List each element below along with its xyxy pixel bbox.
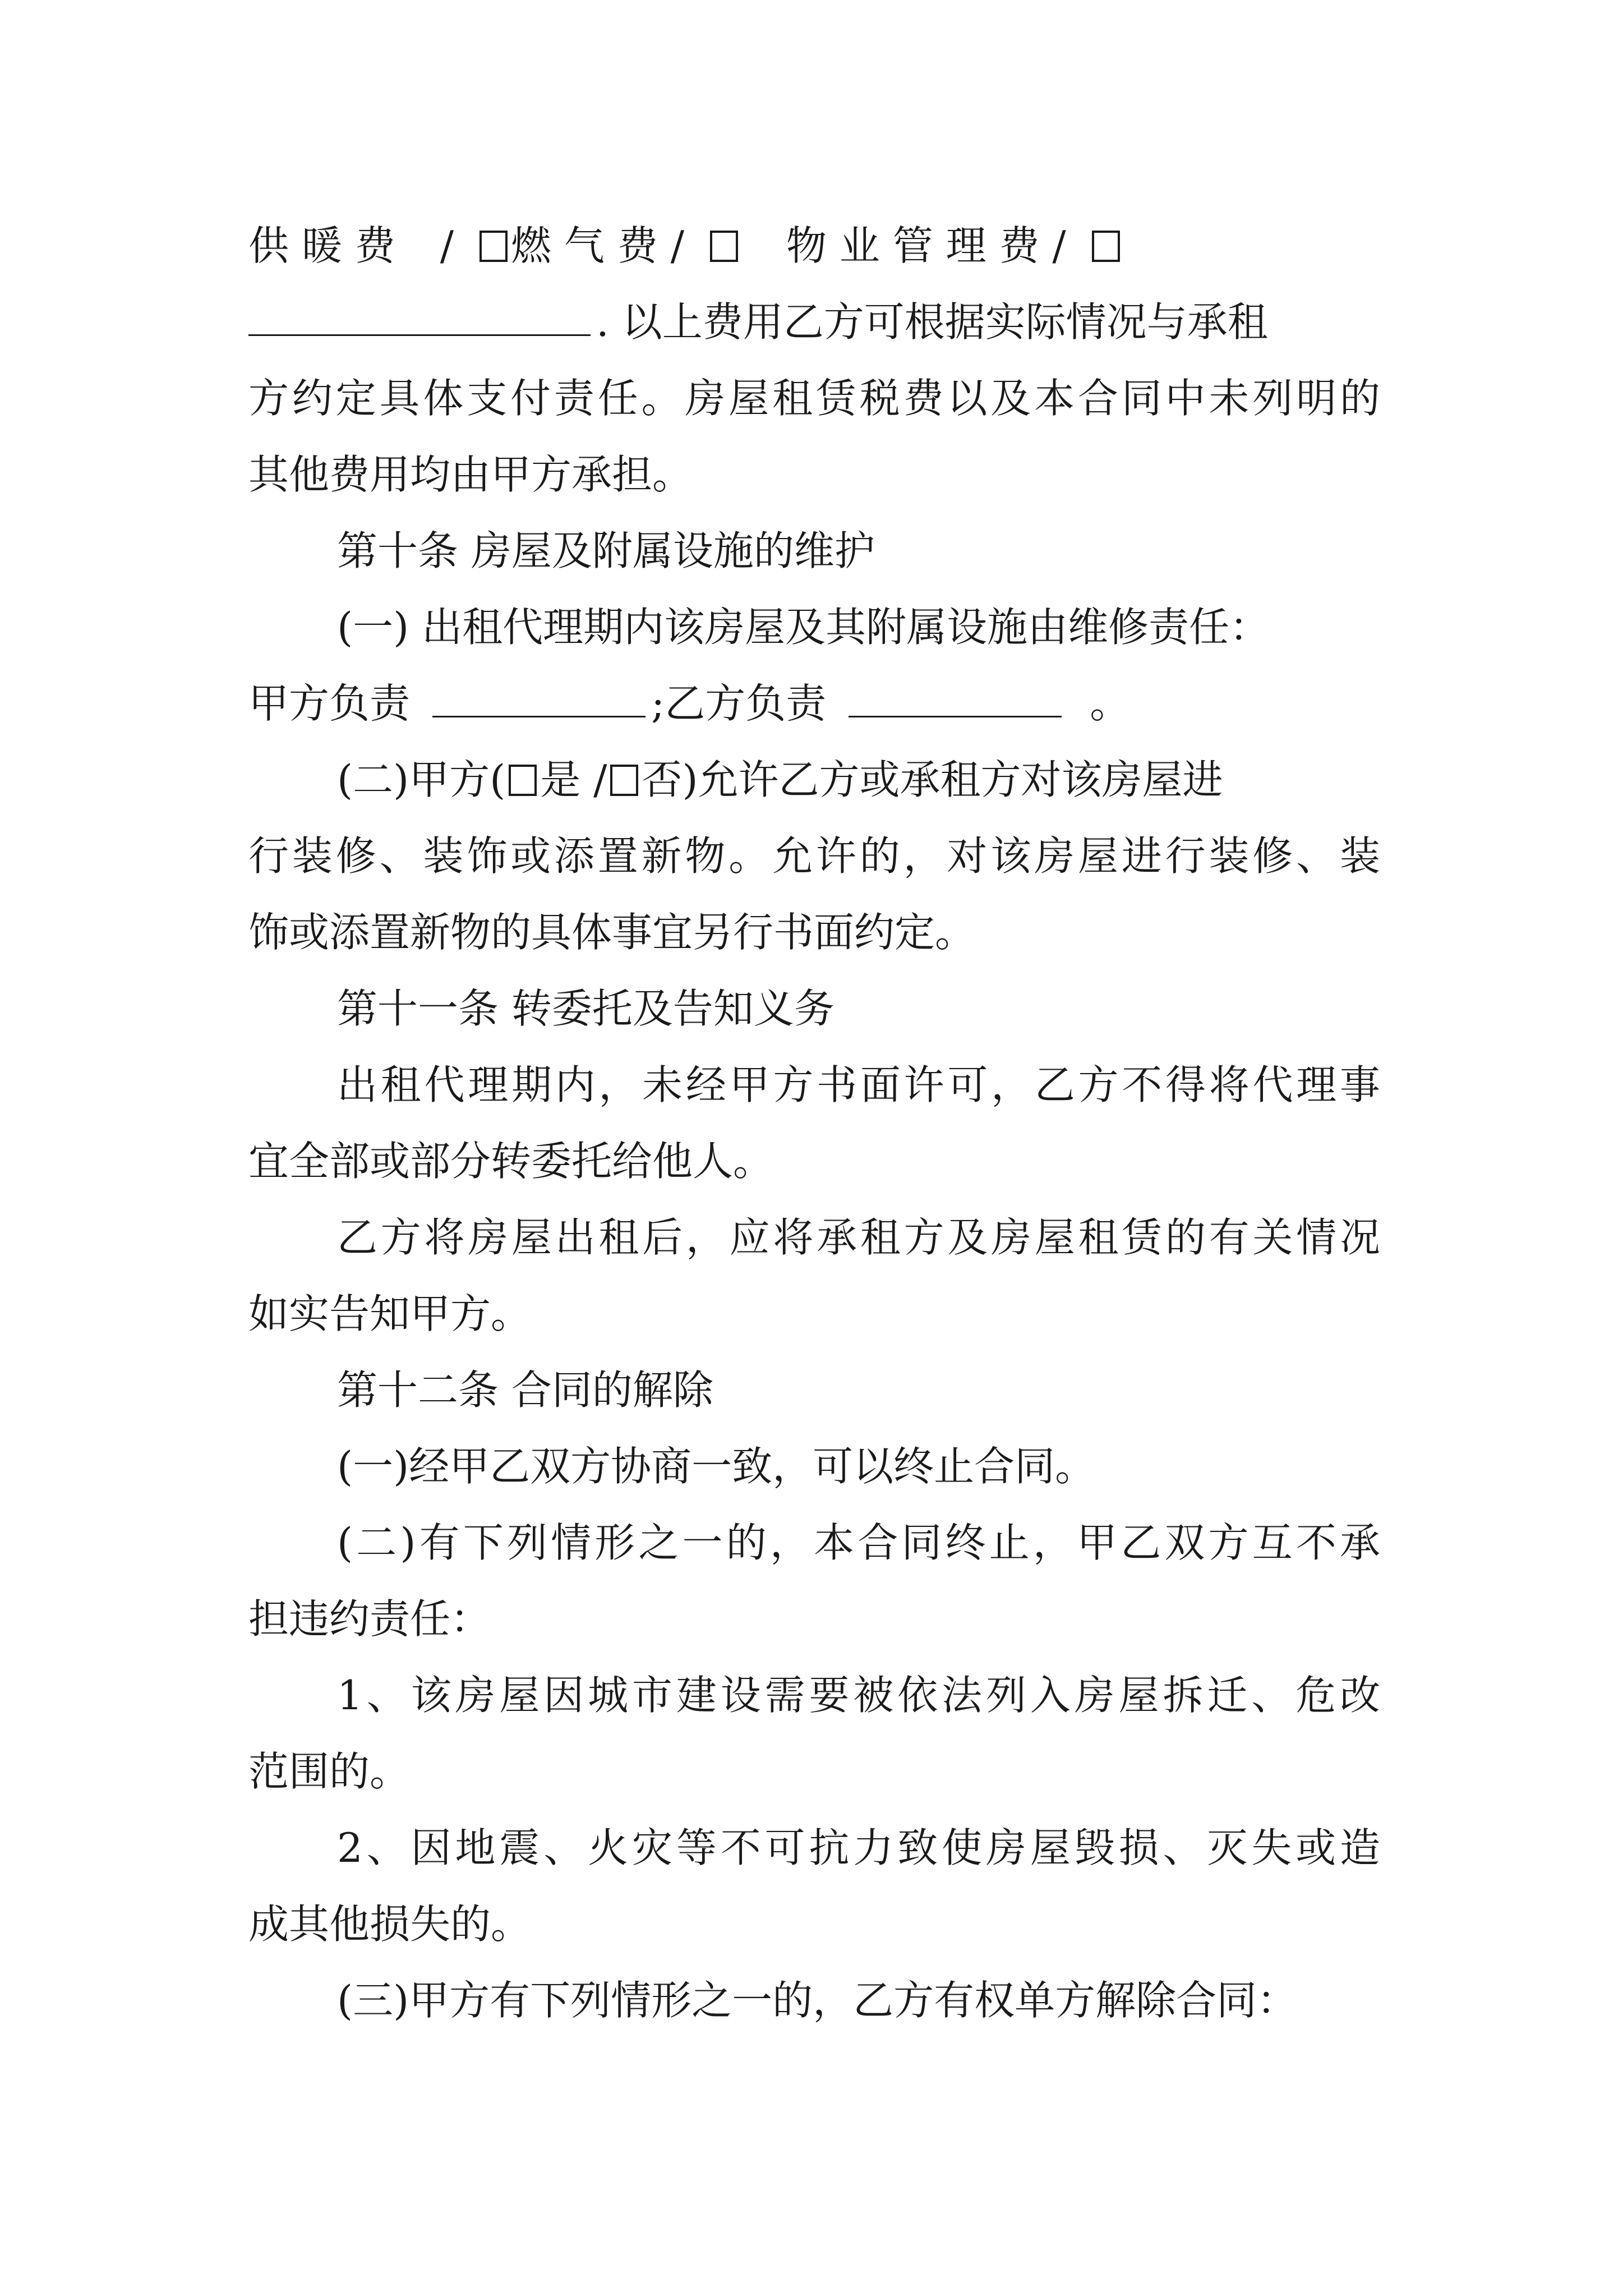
article-10-paragraph-2 [248, 742, 1380, 818]
article-12-paragraph-1: (一)经甲乙双方协商一致，可以终止合同。 [337, 1443, 1096, 1490]
article-12-paragraph-2: (二)有下列情形之一的，本合同终止，甲乙双方互不承 [337, 1519, 1380, 1566]
checkbox-allow-no[interactable] [610, 765, 638, 796]
paragraph-2-text-b: 否)允许乙方或承租方对该房屋进 [642, 756, 1223, 803]
article-10-title: 第十条 房屋及附属设施的维护 [337, 527, 875, 574]
checkbox-allow-yes[interactable] [509, 765, 537, 796]
fees-line-4: 其他费用均由甲方承担。 [248, 451, 693, 498]
paragraph-2-text-a: (二)甲方( [337, 756, 506, 803]
heating-fee-label: 供 暖 费 [248, 222, 395, 269]
article-12-item-2: 2、因地震、火灾等不可抗力致使房屋毁损、灭失或造 [337, 1824, 1380, 1871]
article-11-paragraph-1: 出租代理期内，未经甲方书面许可，乙方不得将代理事 [337, 1061, 1380, 1108]
article-12-item-1-cont: 范围的。 [248, 1748, 411, 1795]
checkbox-property-fee[interactable] [710, 231, 738, 262]
article-12-item-2-cont: 成其他损失的。 [248, 1901, 532, 1948]
period-mark: 。 [1090, 680, 1131, 727]
article-10-paragraph-2-end: 饰或添置新物的具体事宜另行书面约定。 [248, 909, 976, 956]
party-b-responsible-blank[interactable] [849, 678, 1062, 717]
article-10-paragraph-2-cont: 行装修、装饰或添置新物。允许的，对该房屋进行装修、装 [248, 832, 1380, 880]
fees-line-2 [248, 284, 1380, 360]
fees-line-1 [248, 208, 1380, 284]
article-12-title: 第十二条 合同的解除 [337, 1366, 713, 1414]
party-a-responsible-label: 甲方负责 [248, 680, 411, 727]
gas-fee-label: 燃 气 费 / [511, 222, 684, 269]
party-a-responsible-blank[interactable] [432, 678, 645, 717]
other-fee-blank[interactable] [248, 296, 591, 336]
fees-line-3: 方约定具体支付责任。房屋租赁税费以及本合同中未列明的 [248, 375, 1380, 422]
article-10-paragraph-1: (一) 出租代理期内该房屋及其附属设施由维修责任： [337, 604, 1270, 651]
property-fee-label: 物 业 管 理 费 / [786, 222, 1066, 269]
party-b-responsible-label: ;乙方负责 [651, 680, 827, 727]
fees-text: . 以上费用乙方可根据实际情况与承租 [596, 298, 1268, 346]
article-12-item-1: 1、该房屋因城市建设需要被依法列入房屋拆迁、危改 [337, 1672, 1380, 1719]
article-11-title: 第十一条 转委托及告知义务 [337, 985, 834, 1032]
article-11-paragraph-2: 乙方将房屋出租后，应将承租方及房屋租赁的有关情况 [337, 1214, 1380, 1261]
article-11-paragraph-1-cont: 宜全部或部分转委托给他人。 [248, 1138, 774, 1185]
article-12-paragraph-3: (三)甲方有下列情形之一的，乙方有权单方解除合同： [337, 1977, 1298, 2024]
separator: / [440, 222, 454, 269]
document-body [248, 208, 1380, 2039]
article-10-paragraph-1-cont [248, 665, 1380, 742]
article-12-paragraph-2-cont: 担违约责任： [248, 1595, 491, 1642]
checkbox-other-fee[interactable] [1092, 231, 1120, 262]
checkbox-gas-fee[interactable] [479, 231, 508, 262]
allow-yes-label: 是 / [540, 756, 607, 803]
article-11-paragraph-2-cont: 如实告知甲方。 [248, 1290, 532, 1337]
